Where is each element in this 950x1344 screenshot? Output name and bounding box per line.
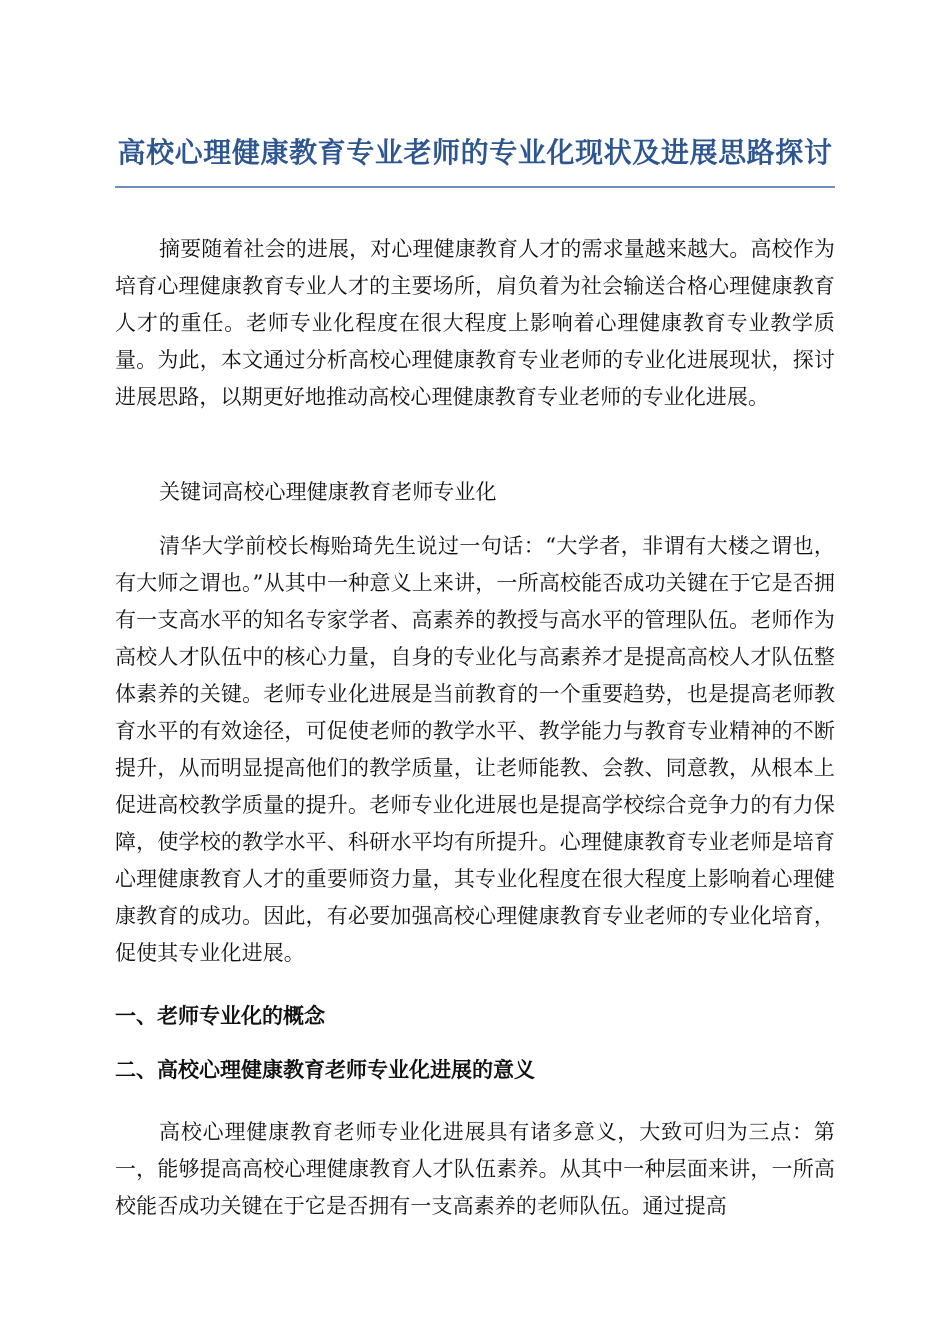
section-heading-professional-development-significance: 二、高校心理健康教育老师专业化进展的意义 <box>115 1058 535 1083</box>
section-heading-teacher-professionalization-concept: 一、老师专业化的概念 <box>115 1004 325 1029</box>
significance-paragraph: 高校心理健康教育老师专业化进展具有诸多意义，大致可归为三点：第一，能够提高高校心理健康教育人才队伍素养。从其中一种层面来讲，一所高校能否成功关键在于它是否拥有一支高素养的老师队伍。通过提高 <box>115 1120 835 1218</box>
introduction-paragraph: 清华大学前校长梅贻琦先生说过一句话：“大学者，非谓有大楼之谓也，有大师之谓也。”从其中一种意义上来讲，一所高校能否成功关键在于它是否拥有一支高水平的知名专家学者、高素养的教授与高水平的管理队伍。老师作为高校人才队伍中的核心力量，自身的专业化与高素养才是提高高校人才队伍整体素养的关键。老师专业化进展是当前教育的一个重要趋势，也是提高老师教育水平的有效途径，可促使老师的教学水平、教学能力与教育专业精神的不断提升，从而明显提高他们的教学质量，让老师能教、会教、同意教，从根本上促进高校教学质量的提升。老师专业化进展也是提高学校综合竞争力的有力保障，使学校的教学水平、科研水平均有所提升。心理健康教育专业老师是培育心理健康教育人才的重要师资力量，其专业化程度在很大程度上影响着心理健康教育的成功。因此，有必要加强高校心理健康教育专业老师的专业化培育，促使其专业化进展。 <box>115 534 835 965</box>
keywords-paragraph: 关键词高校心理健康教育老师专业化 <box>159 480 497 504</box>
title-underline-divider <box>115 186 835 188</box>
abstract-paragraph: 摘要随着社会的进展，对心理健康教育人才的需求量越来越大。高校作为培育心理健康教育专业人才的主要场所，肩负着为社会输送合格心理健康教育人才的重任。老师专业化程度在很大程度上影响着心理健康教育专业教学质量。为此，本文通过分析高校心理健康教育专业老师的专业化进展现状，探讨进展思路，以期更好地推动高校心理健康教育专业老师的专业化进展。 <box>115 237 835 409</box>
document-title: 高校心理健康教育专业老师的专业化现状及进展思路探讨 <box>117 135 833 169</box>
